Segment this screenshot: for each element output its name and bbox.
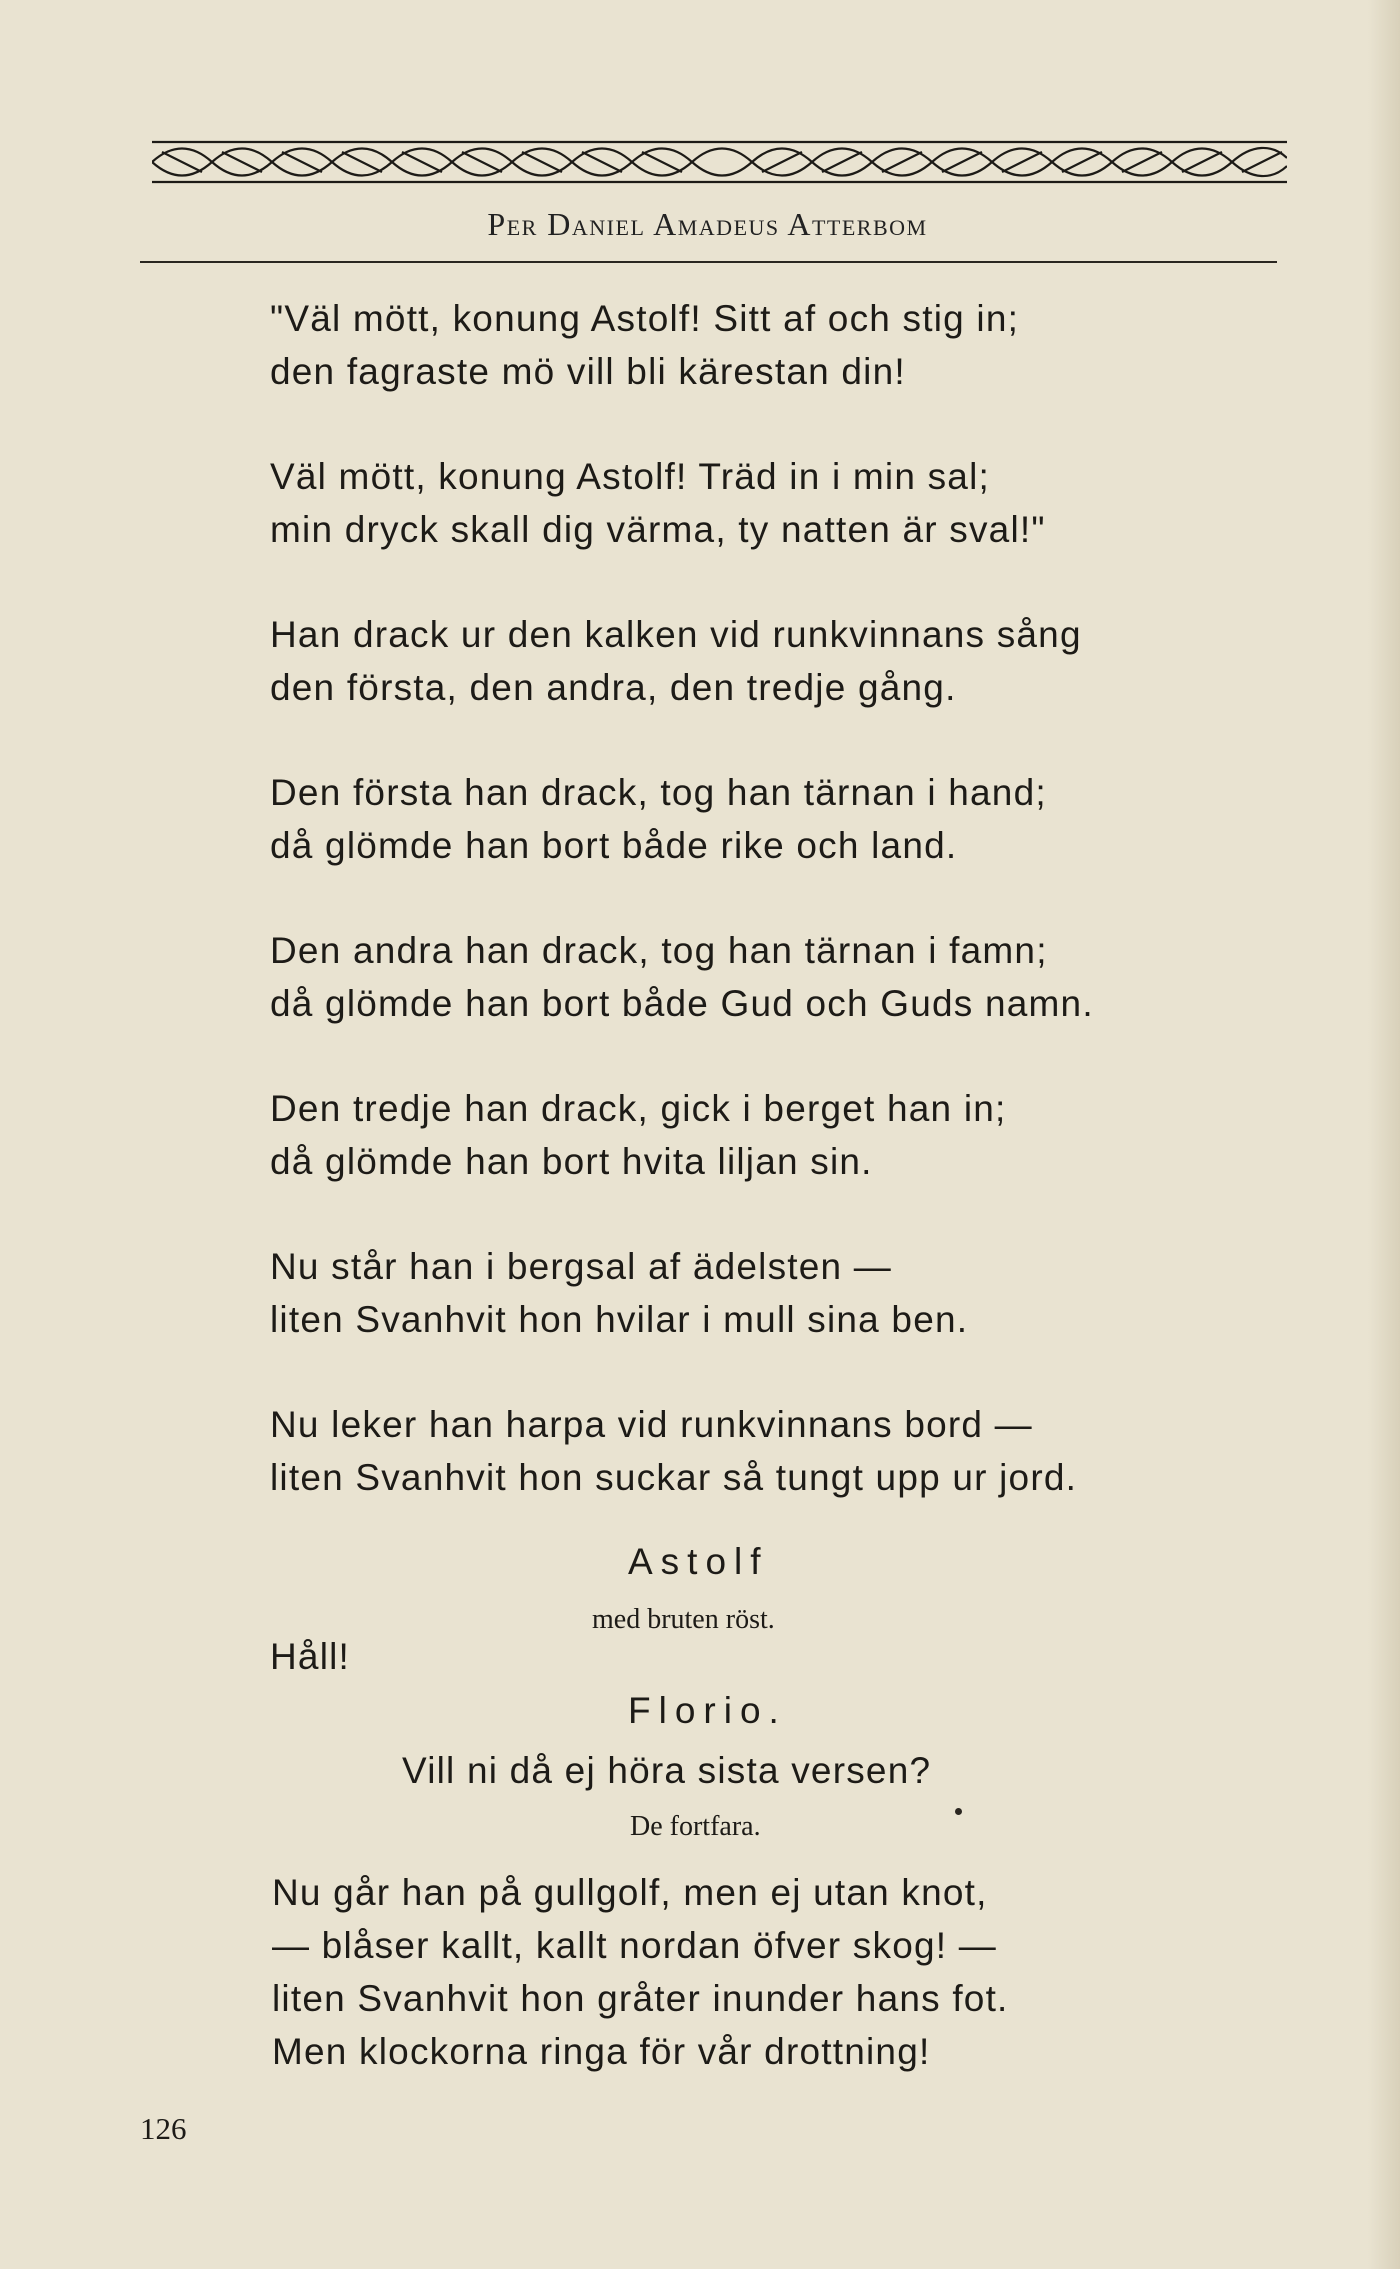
poem-line: "Väl mött, konung Astolf! Sitt af och stig in; [270, 298, 1020, 339]
poem-line: då glömde han bort både Gud och Guds namn. [270, 983, 1094, 1024]
poem-line: — blåser kallt, kallt nordan öfver skog! — [272, 1925, 997, 1966]
poem-line: Den andra han drack, tog han tärnan i famn; [270, 930, 1048, 971]
poem-line: den första, den andra, den tredje gång. [270, 667, 957, 708]
poem-line: Men klockorna ringa för vår drottning! [272, 2031, 931, 2072]
speaker-name: Astolf [628, 1541, 769, 1582]
stage-direction: De fortfara. [630, 1811, 761, 1842]
page-number: 126 [140, 2111, 187, 2146]
page-edge-shadow [1368, 0, 1400, 2269]
poem-line: liten Svanhvit hon suckar så tungt upp ur jord. [270, 1457, 1078, 1498]
poem-line: Den första han drack, tog han tärnan i hand; [270, 772, 1047, 813]
header-rule [140, 261, 1277, 263]
poem-line: Han drack ur den kalken vid runkvinnans sång [270, 614, 1082, 655]
ink-speck [955, 1808, 962, 1815]
running-head: Per Daniel Amadeus Atterbom [487, 206, 928, 242]
poem-line: liten Svanhvit hon hvilar i mull sina ben. [270, 1299, 969, 1340]
poem-line: Nu leker han harpa vid runkvinnans bord — [270, 1404, 1033, 1445]
decorative-ornament-band [152, 138, 1287, 186]
poem-line: min dryck skall dig värma, ty natten är sval!" [270, 509, 1046, 550]
poem-line: Nu går han på gullgolf, men ej utan knot, [272, 1872, 988, 1913]
poem-line: den fagraste mö vill bli kärestan din! [270, 351, 906, 392]
poem-line: då glömde han bort hvita liljan sin. [270, 1141, 873, 1182]
speaker-name: Florio. [628, 1690, 787, 1731]
poem-line: Den tredje han drack, gick i berget han in; [270, 1088, 1007, 1129]
dialogue-line: Håll! [270, 1636, 351, 1677]
dialogue-line: Vill ni då ej höra sista versen? [402, 1750, 932, 1791]
stage-direction: med bruten röst. [592, 1604, 775, 1635]
poem-line: Väl mött, konung Astolf! Träd in i min sal; [270, 456, 990, 497]
poem-line: då glömde han bort både rike och land. [270, 825, 958, 866]
poem-line: Nu står han i bergsal af ädelsten — [270, 1246, 892, 1287]
poem-line: liten Svanhvit hon gråter inunder hans fot. [272, 1978, 1009, 2019]
